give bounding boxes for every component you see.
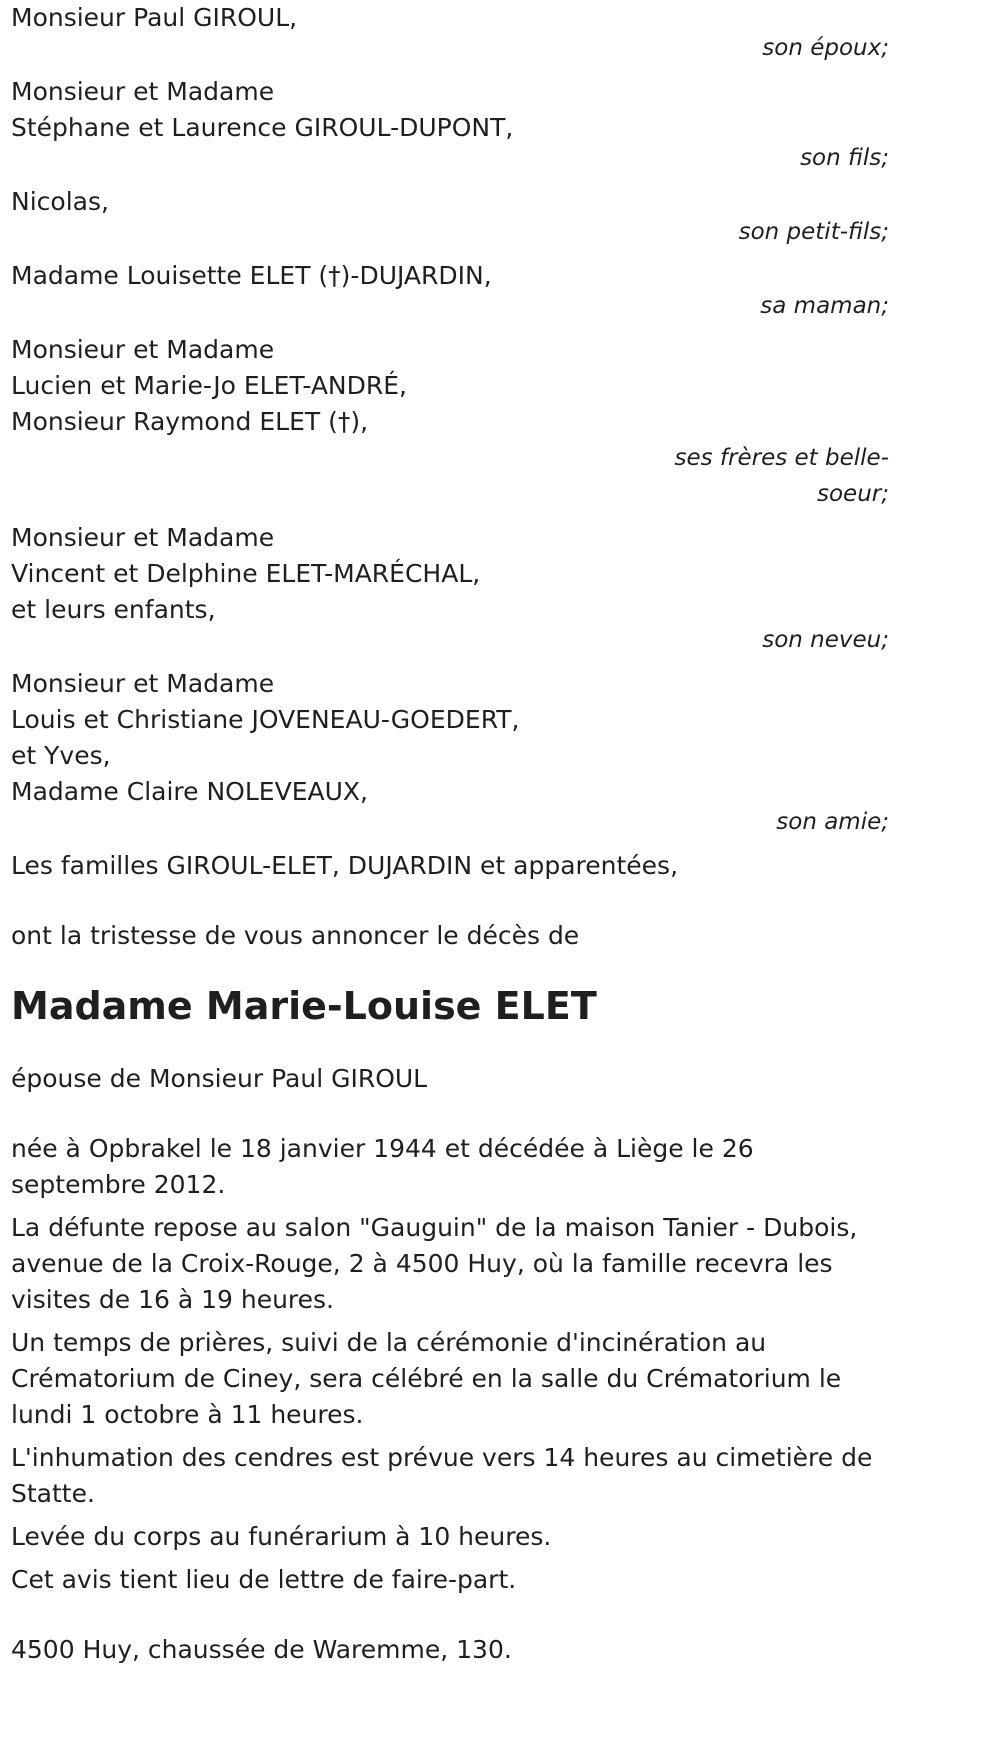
family-names (11, 666, 891, 810)
family-group-mother (11, 258, 891, 324)
family-name-line: Louis et Christiane JOVENEAU-GOEDERT, (11, 705, 520, 734)
family-name-line: Madame Claire NOLEVEAUX, (11, 777, 368, 806)
announcement-intro: ont la tristesse de vous annoncer le décès de (11, 921, 580, 950)
notice-statement: Cet avis tient lieu de lettre de faire-part. (11, 1565, 517, 1594)
family-group-grandson (11, 184, 891, 250)
birth-death-details: née à Opbrakel le 18 janvier 1944 et décédée à Liège le 26 septembre 2012. (11, 1134, 754, 1199)
family-names (11, 74, 891, 146)
family-group-friend (11, 666, 891, 840)
family-name-line: Monsieur et Madame (11, 77, 275, 106)
family-name-line: Vincent et Delphine ELET-MARÉCHAL, (11, 559, 481, 588)
family-group-son (11, 74, 891, 176)
deceased-name: Madame Marie-Louise ELET (11, 984, 597, 1028)
family-name-line: Monsieur Raymond ELET (†), (11, 407, 369, 436)
spouse-line: épouse de Monsieur Paul GIROUL (11, 1064, 428, 1093)
relation-label: son fils; (800, 145, 889, 171)
family-name-line: et Yves, (11, 741, 111, 770)
ceremony-details: Un temps de prières, suivi de la cérémonie d'incinération au Crématorium de Ciney, sera célébré en la salle du Crématorium le lundi 1 octobre à 11 heures. (11, 1328, 842, 1429)
family-names (11, 520, 891, 628)
relation-label: son petit-fils; (738, 219, 889, 245)
family-name-line: Madame Louisette ELET (†)-DUJARDIN, (11, 261, 492, 290)
address-line: 4500 Huy, chaussée de Waremme, 130. (11, 1635, 512, 1664)
relation-label: son époux; (762, 35, 889, 61)
family-name-line: Lucien et Marie-Jo ELET-ANDRÉ, (11, 371, 407, 400)
departure-details: Levée du corps au funérarium à 10 heures. (11, 1522, 552, 1551)
family-name-line: et leurs enfants, (11, 595, 216, 624)
family-name-line: Monsieur et Madame (11, 669, 275, 698)
burial-details: L'inhumation des cendres est prévue vers 14 heures au cimetière de Statte. (11, 1443, 873, 1508)
families-line: Les familles GIROUL-ELET, DUJARDIN et apparentées, (11, 851, 679, 880)
family-name-line: Monsieur Paul GIROUL, (11, 3, 298, 32)
family-group-spouse (11, 0, 891, 66)
family-name-line: Nicolas, (11, 187, 109, 216)
relation-label: ses frères et belle-soeur; (674, 445, 889, 507)
relation-label: son neveu; (762, 627, 889, 653)
family-name-line: Monsieur et Madame (11, 523, 275, 552)
relation-label: son amie; (776, 809, 889, 835)
family-group-siblings (11, 332, 891, 512)
family-group-nephew (11, 520, 891, 658)
family-name-line: Monsieur et Madame (11, 335, 275, 364)
viewing-details: La défunte repose au salon "Gauguin" de la maison Tanier - Dubois, avenue de la Croix-Rouge, 2 à 4500 Huy, où la famille recevra les visites de 16 à 19 heures. (11, 1213, 858, 1314)
family-names (11, 332, 891, 440)
family-name-line: Stéphane et Laurence GIROUL-DUPONT, (11, 113, 514, 142)
relation-label: sa maman; (760, 293, 889, 319)
